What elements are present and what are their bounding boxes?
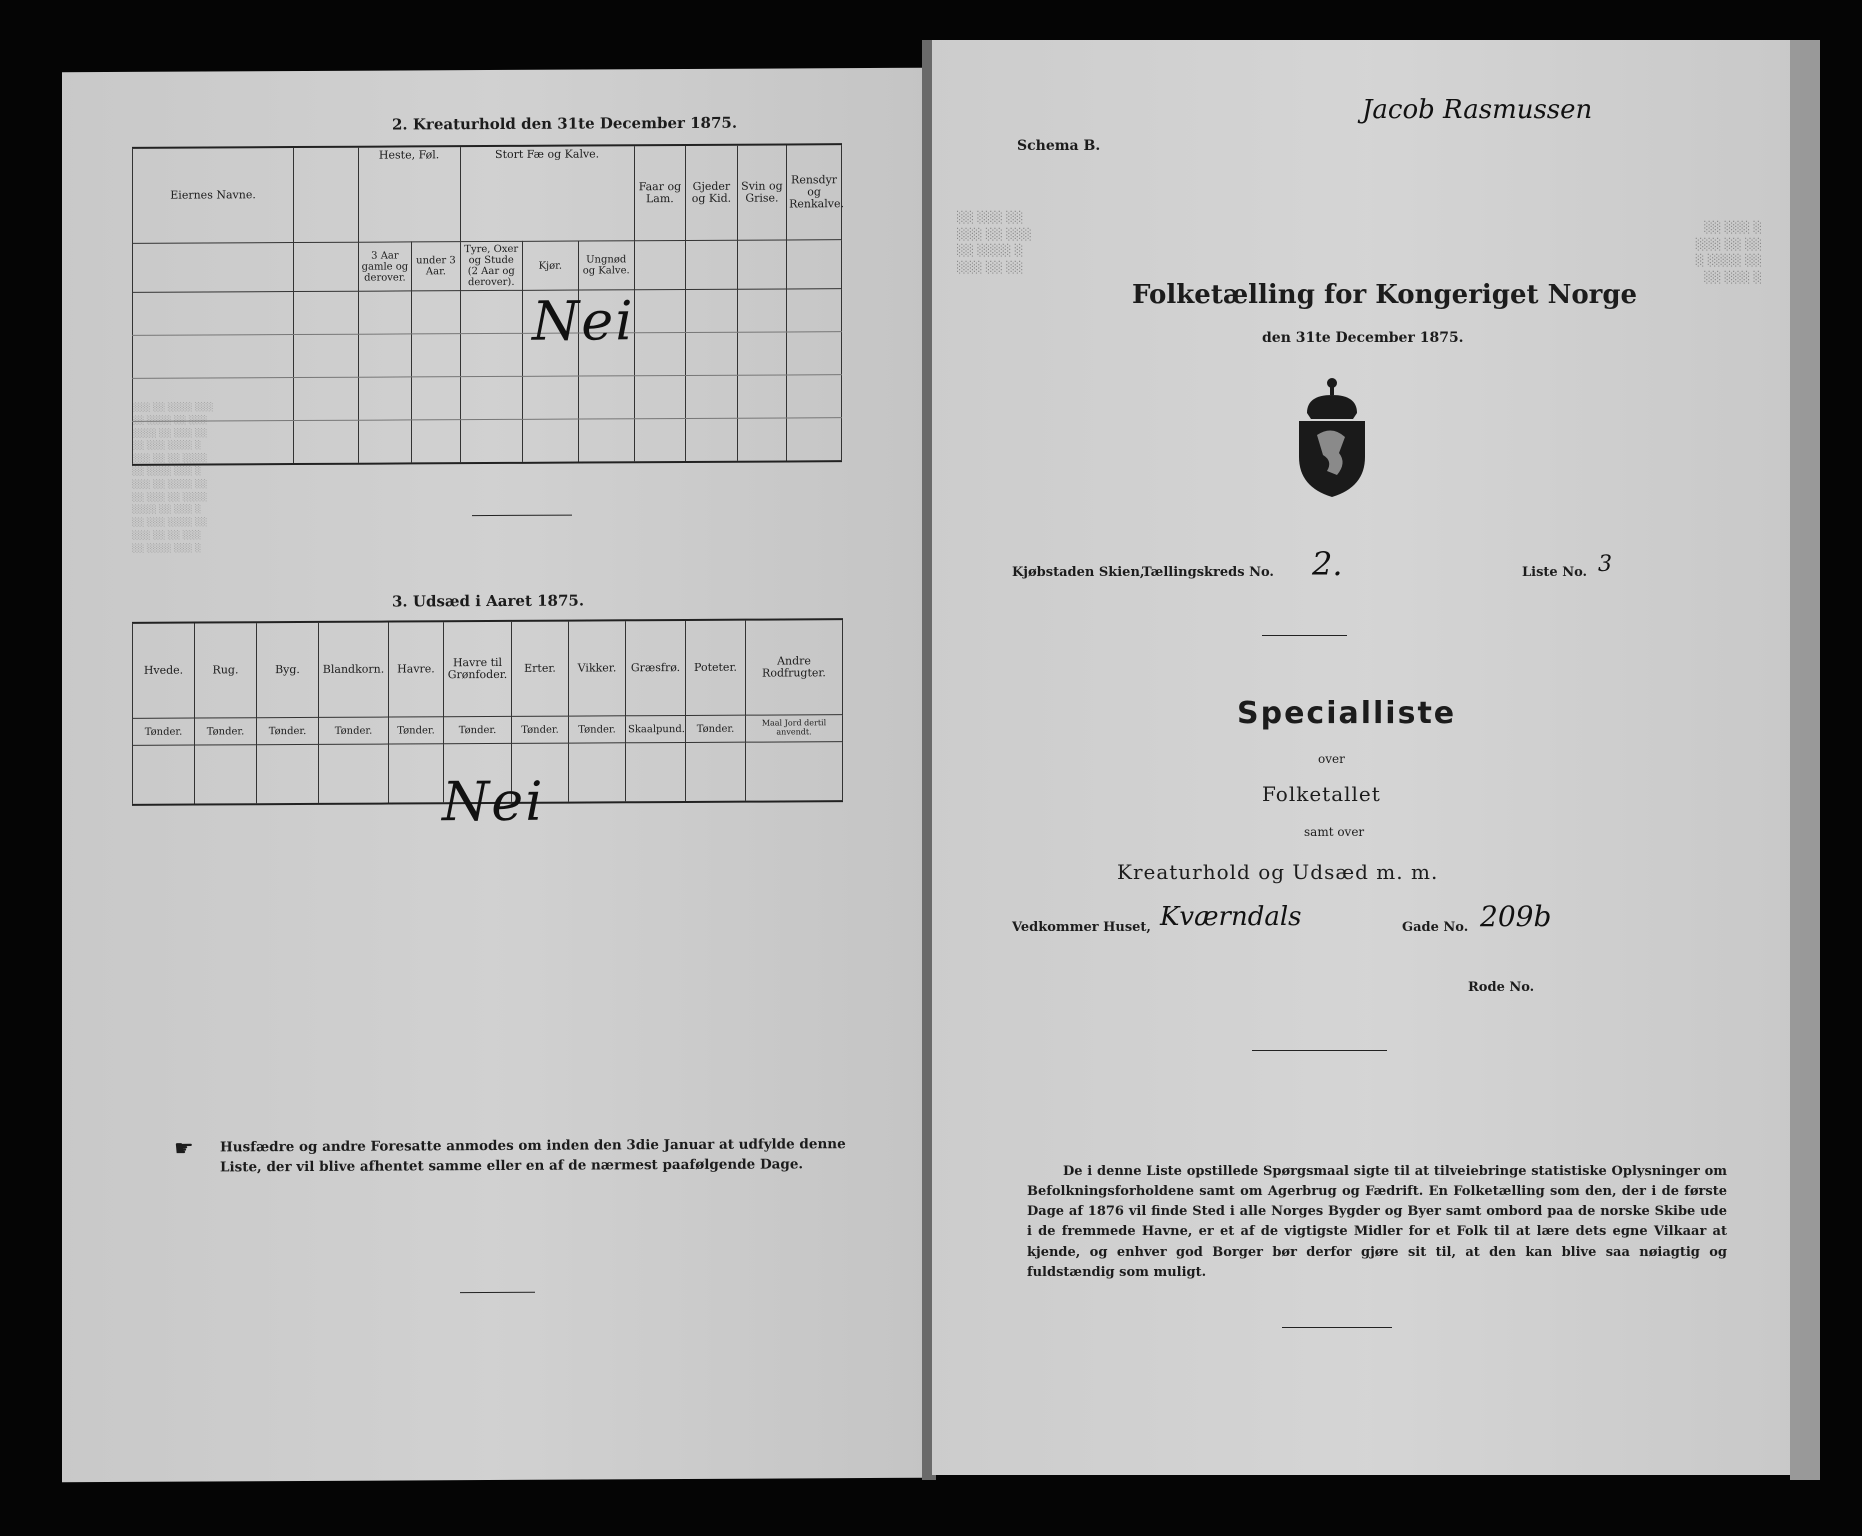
other-roots-header: Andre Rodfrugter. [746,619,843,715]
horses-under3-header: under 3 Aar. [412,242,460,291]
cows-header: Kjør. [522,241,578,290]
coat-of-arms-icon [1287,375,1377,500]
divider [1252,1050,1387,1051]
census-title: Folketælling for Kongeriget Norge [1132,280,1638,310]
peas-header: Erter. [512,621,569,717]
folketallet-heading: Folketallet [1262,782,1381,806]
street-value: Kværndals [1160,902,1302,932]
horses-group-header: Heste, Føl. [358,146,460,242]
liste-label: Liste No. [1522,565,1588,580]
pointing-hand-icon: ☛ [174,1136,194,1162]
kreaturhold-heading: Kreaturhold og Udsæd m. m. [1117,860,1439,884]
notes-header [294,147,358,243]
gade-value: 209b [1480,900,1552,933]
barley-header: Byg. [257,622,319,718]
kjobstad-label: Kjøbstaden Skien, [1012,565,1145,580]
livestock-title: 2. Kreaturhold den 31te December 1875. [392,113,738,134]
instruction-notice: Husfædre og andre Foresatte anmodes om inden den 3die Januar at udfylde denne Liste, der vil blive afhentet samme eller en af de nærmest paafølgende Dage. [220,1136,846,1176]
sowing-handwritten-nei: Nei [442,769,545,834]
sowing-table: Hvede. Rug. Byg. Blandkorn. Havre. Havre til Grønfoder. Erter. Vikker. Græsfrø. Poteter. Andre Rodfrugter. Tønder. Tønder. Tønder. Tønder. Tønder. Tønder. Tønder. Tønder. Skaalpund. Tønder. Maal Jord dertil anvendt. [132,618,843,806]
divider [472,515,572,517]
pigs-header: Svin og Grise. [737,144,786,240]
bulls-header: Tyre, Oxer og Stude (2 Aar og derover). [460,241,522,290]
kreds-value: 2. [1312,545,1343,583]
explanatory-paragraph: De i denne Liste opstillede Spørgsmaal sigte til at tilveiebringe statistiske Oplysninger om Befolkningsforholdene samt om Agerbrug og Fædrift. En Folketælling som den, der i de første Dage af 1876 vil finde Sted i alle Norges Bygder og Byer samt ombord paa de norske Skibe ude i de fremmede Havne, er et af de vigtigste Midler for et Folk til at lære dets egne Vilkaar at kjende, og enhver god Borger bør derfor gjøre sit til, at den kan blive saa nøiagtig og fuldstændig som muligt. [1027,1164,1727,1280]
schema-label: Schema B. [1017,138,1101,154]
samt-over-label: samt over [1304,825,1365,839]
owner-header: Eiernes Navne. [133,147,294,243]
vedkommer-label: Vedkommer Huset, [1012,920,1151,935]
handwritten-owner-name: Jacob Rasmussen [1362,95,1593,125]
specialliste-heading: Specialliste [1237,696,1457,731]
liste-value: 3 [1598,552,1612,577]
reindeer-header: Rensdyr og Renkalve. [787,144,842,240]
bleed-through-margin: ░░░ ░░ ░░░░ ░░░ ░░ ░░░░ ░░ ░░░ ░░░░ ░░ ░░░ ░░ ░░ ░░░ ░░░░ ░ ░░░ ░░ ░░ ░░░░ ░░ ░░░░ ░░░ ░ ░░░ ░░ ░░░░ ░░ ░░ ░░░ ░░ ░░░░ ░░░░ ░░ ░░░ ░ ░░ ░░░ ░░░░ ░░ ░░░ ░░ ░░ ░░░ ░░ ░░░░ ░░░ ░ [132,402,214,553]
potatoes-header: Poteter. [686,620,746,716]
gade-label: Gade No. [1402,920,1469,935]
faint-column-text: ░░ ░░░ ░ ░░░ ░░ ░░ ░ ░░░░ ░░ ░░ ░░░ ░ [1695,221,1762,284]
over-label: over [1318,752,1345,766]
kreds-label: Tællingskreds No. [1142,565,1274,580]
cattle-group-header: Stort Fæ og Kalve. [460,145,634,241]
right-page [932,40,1802,1475]
page-edge [1790,40,1820,1480]
horses-3plus-header: 3 Aar gamle og derover. [358,242,412,291]
oats-header: Havre. [389,621,444,717]
divider [1282,1327,1392,1328]
rye-header: Rug. [195,622,257,718]
grass-seed-header: Græsfrø. [626,620,686,716]
livestock-table [132,143,842,466]
rode-label: Rode No. [1468,980,1535,995]
sheep-header: Faar og Lam. [634,145,686,241]
mixed-grain-header: Blandkorn. [319,622,389,718]
faint-column-text: ░░ ░░░ ░░ ░░░ ░░ ░░░ ░░ ░░░░ ░ ░░░ ░░ ░░ [957,211,1032,274]
green-oats-header: Havre til Grønfoder. [444,621,512,717]
left-page [62,68,922,1483]
vetch-header: Vikker. [569,620,626,716]
livestock-handwritten-nei: Nei [532,289,635,353]
sowing-title: 3. Udsæd i Aaret 1875. [392,591,585,611]
wheat-header: Hvede. [133,623,195,719]
young-cattle-header: Ungnød og Kalve. [578,241,634,290]
divider [1262,635,1347,636]
census-date: den 31te December 1875. [1262,330,1464,346]
divider [460,1292,535,1293]
goats-header: Gjeder og Kid. [686,145,738,241]
